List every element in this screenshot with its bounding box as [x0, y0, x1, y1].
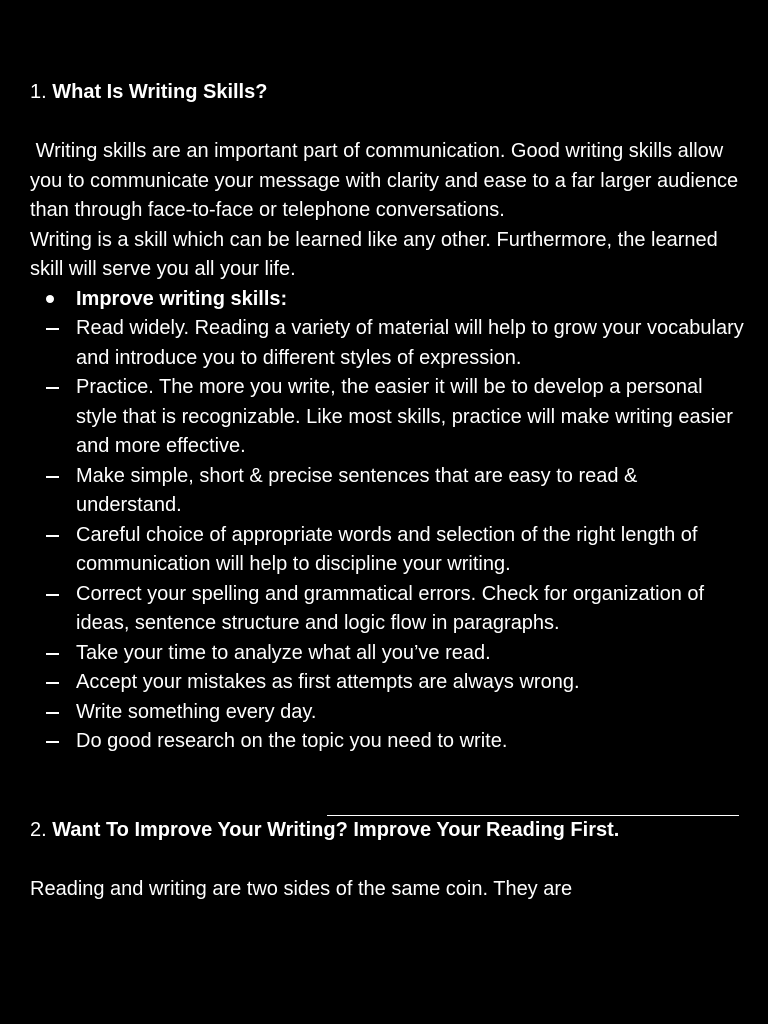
list-item-text: Do good research on the topic you need to write.: [76, 730, 508, 752]
list-item: [30, 580, 745, 639]
list-item: [30, 462, 745, 521]
list-item-text: Write something every day.: [76, 700, 317, 723]
list-heading: Improve writing skills:: [76, 287, 288, 310]
section-1-heading: [30, 78, 745, 108]
list-item-text: Read widely. Reading a variety of material will help to grow your vocabulary and introduce you to different styles of expression.: [76, 317, 744, 369]
section-2-title: Want To Improve Your Writing? Improve Your Reading First.: [52, 818, 620, 841]
section-1-paragraph-2: Writing is a skill which can be learned like any other. Furthermore, the learned skill will serve you all your life.: [30, 228, 718, 280]
list-item: [30, 698, 745, 728]
section-1-number: 1.: [30, 81, 47, 103]
section-2-heading: [30, 816, 745, 846]
list-item-text: Take your time to analyze what all you’ve read.: [76, 641, 491, 664]
list-item-text: Practice. The more you write, the easier it will be to develop a personal style that is recognizable. Like most skills, practice will make writing easier and more effective.: [76, 376, 733, 457]
section-divider: [327, 815, 739, 816]
document-page: [30, 78, 745, 904]
section-2-paragraph-1: Reading and writing are two sides of the same coin. They are: [30, 877, 573, 900]
list-item: [30, 373, 745, 462]
list-item-text: Accept your mistakes as first attempts are always wrong.: [76, 671, 580, 693]
list-item: [30, 727, 745, 757]
section-divider-wrap: [30, 786, 745, 816]
list-item-text: Correct your spelling and grammatical errors. Check for organization of ideas, sentence structure and logic flow in paragraphs.: [76, 582, 705, 634]
section-2-number: 2.: [30, 818, 47, 841]
list-heading-item: [30, 285, 745, 315]
writing-tips-list: [30, 285, 745, 757]
list-item: [30, 314, 745, 373]
section-1-paragraph-1: Writing skills are an important part of communication. Good writing skills allow you to communicate your message with clarity and ease to a far larger audience than through face-to-face or telephone conversations.: [30, 140, 744, 221]
list-item: [30, 668, 745, 698]
section-1-title: What Is Writing Skills?: [52, 81, 268, 103]
list-item-text: Make simple, short & precise sentences that are easy to read & understand.: [76, 464, 638, 516]
list-item: [30, 521, 745, 580]
list-item-text: Careful choice of appropriate words and selection of the right length of communication will help to discipline your writing.: [76, 523, 698, 575]
list-item: [30, 639, 745, 669]
